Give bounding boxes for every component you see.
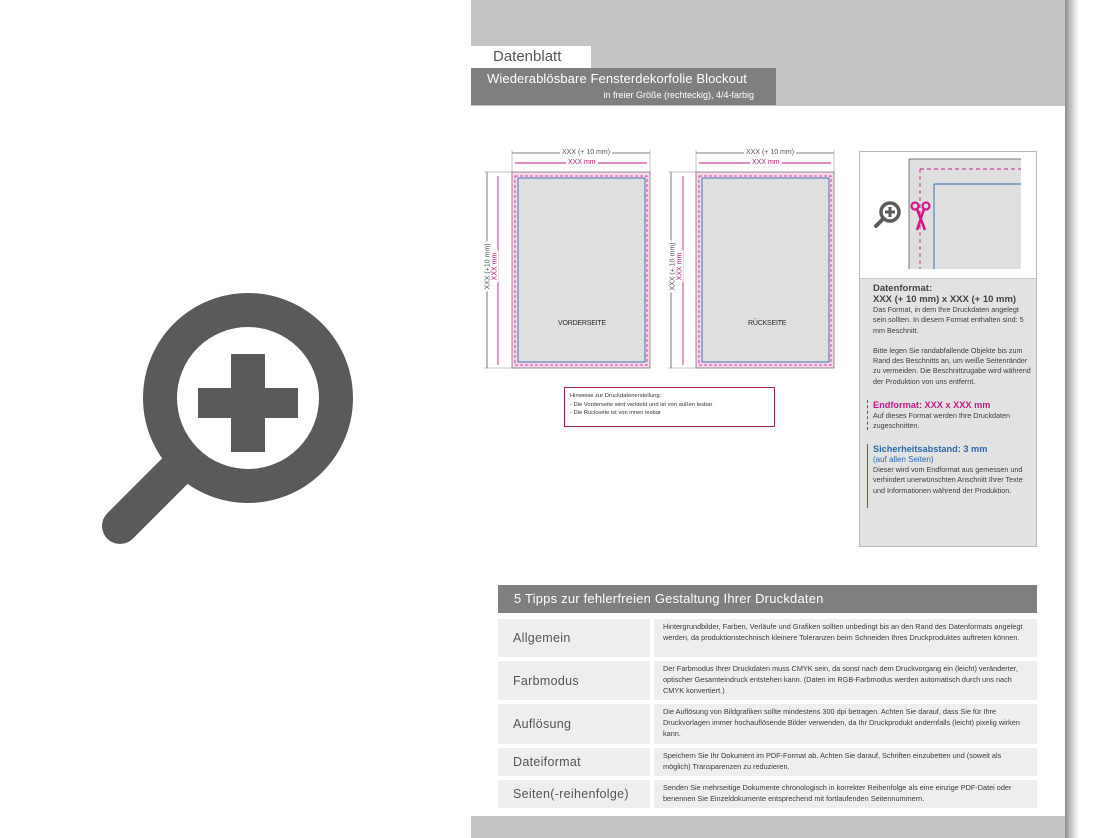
back-height-total: XXX (+ 10 mm): [669, 242, 677, 291]
zoom-in-icon: [872, 200, 902, 232]
back-layout-drawing: [664, 148, 844, 373]
tip-row-color-mode: [498, 661, 1037, 700]
tip-text: Senden Sie mehrseitige Dokumente chronologisch in korrekter Reihenfolge als eine einzige PDF-Datei oder benennen Sie Einzeldokumente entsprechend mit fortlaufenden Seitennummern.: [654, 780, 1037, 808]
tip-label: Dateiformat: [498, 748, 650, 776]
front-side-label: VORDERSEITE: [558, 320, 606, 327]
back-side-label: RÜCKSEITE: [748, 320, 787, 327]
front-layout-drawing: [482, 148, 662, 373]
tip-label: Allgemein: [498, 619, 650, 657]
front-width-final: XXX mm: [568, 159, 596, 166]
tip-row-file-format: [498, 748, 1037, 776]
tip-text: Speichern Sie Ihr Dokument im PDF-Format ab. Achten Sie darauf, Schriften einzubetten und (soweit als möglich) Transparenzen zu reduzieren.: [654, 748, 1037, 776]
tip-row-resolution: [498, 704, 1037, 744]
scissors-icon: [910, 200, 932, 234]
zoom-in-button[interactable]: [100, 292, 380, 552]
format-info-text: [873, 283, 1033, 496]
zoom-in-icon: [100, 292, 380, 552]
tip-text: Der Farbmodus Ihrer Druckdaten muss CMYK sein, da sonst nach dem Druckvorgang ein (leicht) veränderter, optischer Gesamteindruck entstehen kann. (Daten im RGB-Farbmodus werden automatisch durch uns nach CMYK konvertiert.): [654, 661, 1037, 700]
hint-item: - Die Vorderseite wird verklebt und ist von außen lesbar: [570, 401, 713, 408]
tip-label: Seiten(-reihenfolge): [498, 780, 650, 808]
hint-item: - Die Rückseite ist von innen lesbar: [570, 410, 661, 416]
diagram-front: [482, 148, 662, 373]
page-footer-band: [471, 816, 1065, 838]
diagram-back: [664, 148, 844, 373]
datasheet-tab-label: Datenblatt: [471, 46, 591, 68]
format-info-panel: [859, 151, 1037, 547]
tip-text: Hintergrundbilder, Farben, Verläufe und Grafiken sollten unbedingt bis an den Rand des Datenformats angelegt werden, da produktionstechnisch kleinere Toleranzen beim Schneiden Ihres Druckproduktes auftreten können.: [654, 619, 1037, 657]
bleed-text: Bitte legen Sie randabfallende Objekte bis zum Rand des Beschnitts an, um weiße Seitenränder zu vermeiden. Die Beschnittzugabe wird während der Produktion von uns entfernt.: [873, 345, 1031, 386]
tip-row-general: [498, 619, 1037, 657]
back-width-final: XXX mm: [752, 159, 780, 166]
front-width-total: XXX (+ 10 mm): [562, 149, 611, 156]
safety-text: Dieser wird vom Endformat aus gemessen und verhindert unerwünschten Anschnitt Ihrer Texte und Informationen während der Produktion.: [873, 464, 1023, 495]
tip-label: Farbmodus: [498, 661, 650, 700]
tip-row-page-order: [498, 780, 1037, 808]
tip-label: Auflösung: [498, 704, 650, 744]
back-height-final: XXX mm: [676, 252, 684, 281]
hints-title: Hinweise zur Druckdatenerstellung:: [570, 393, 662, 399]
safety-heading: Sicherheitsabstand: 3 mm: [873, 443, 988, 454]
safety-block: [873, 444, 1033, 496]
endformat-text: Auf dieses Format werden Ihre Druckdaten zugeschnitten.: [873, 411, 1011, 431]
tip-text: Die Auflösung von Bildgrafiken sollte mindestens 300 dpi betragen. Achten Sie darauf, dass Sie für Ihre Druckvorlagen immer hochauflösende Bilder verwenden, da Ihr Druckprodukt andernfalls (leicht) pixelig wirken kann.: [654, 704, 1037, 744]
page-shadow: [1065, 0, 1079, 838]
back-width-total: XXX (+ 10 mm): [746, 149, 795, 156]
datenformat-text: Das Format, in dem Ihre Druckdaten angelegt sein sollten. In diesem Format enthalten sind: 5 mm Beschnitt.: [873, 305, 1024, 335]
product-title-bar: [471, 68, 776, 105]
product-subtitle: in freier Größe (rechteckig), 4/4-farbig: [603, 90, 754, 100]
print-hints-box: [564, 387, 775, 427]
datenformat-heading: Datenformat:: [873, 283, 933, 294]
front-height-total: XXX (+10 mm): [484, 243, 492, 290]
tips-heading: 5 Tipps zur fehlerfreien Gestaltung Ihrer Druckdaten: [498, 585, 1037, 613]
front-height-final: XXX mm: [491, 252, 499, 281]
corner-detail-view: [860, 152, 1036, 279]
product-title: Wiederablösbare Fensterdekorfolie Blockout: [487, 71, 747, 86]
endformat-heading: Endformat: XXX x XXX mm: [873, 400, 991, 411]
safety-subheading: (auf allen Seiten): [873, 454, 934, 464]
endformat-block: [873, 400, 1033, 432]
datenformat-value: XXX (+ 10 mm) x XXX (+ 10 mm): [873, 294, 1017, 305]
